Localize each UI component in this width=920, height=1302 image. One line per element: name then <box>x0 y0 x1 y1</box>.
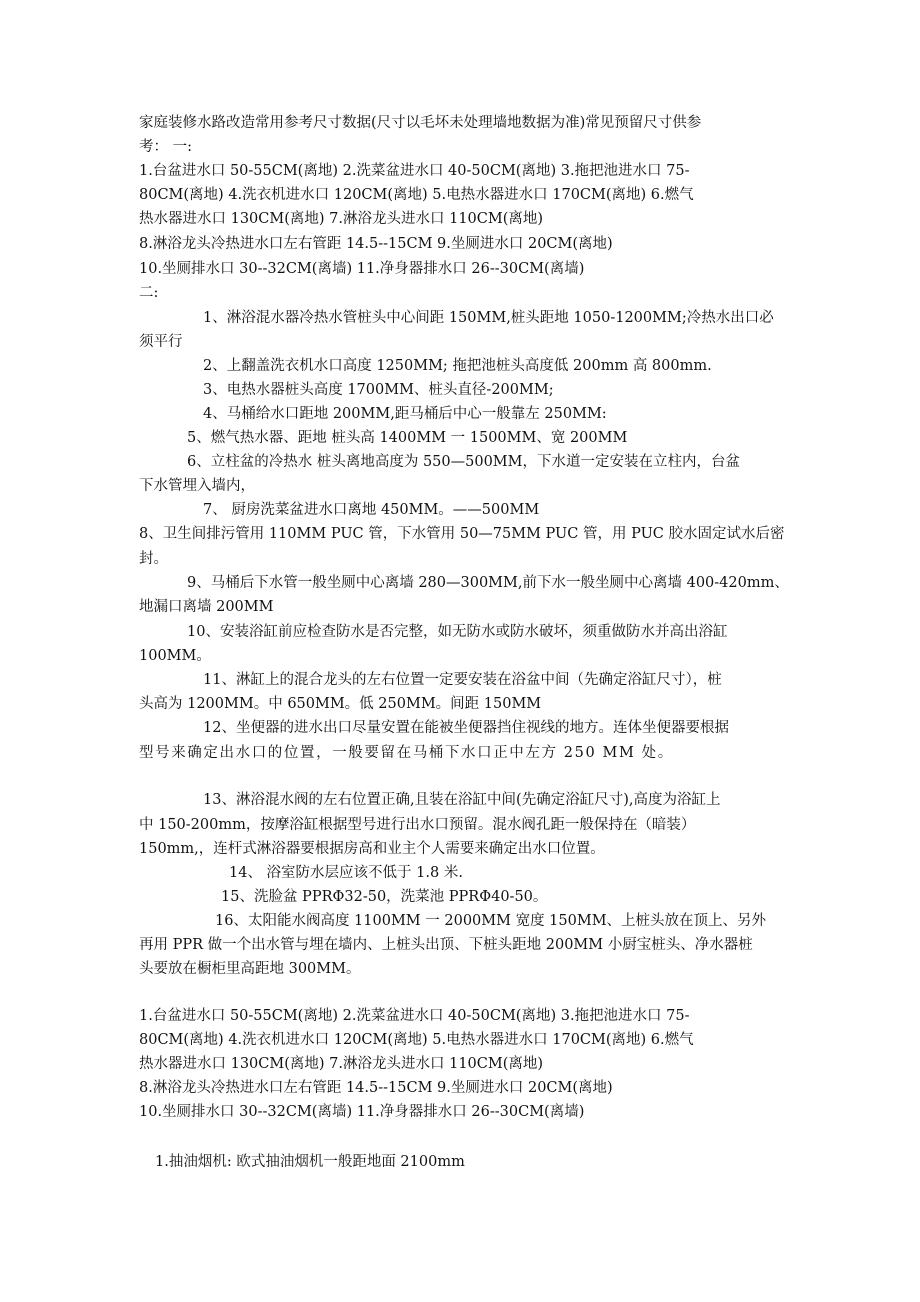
item-3: 3、电热水器桩头高度 1700MM、桩头直径-200MM; <box>203 382 554 398</box>
list-b-line-3: 热水器进水口 130CM(离地) 7.淋浴龙头进水口 110CM(离地) <box>139 1056 544 1072</box>
item-12-line-1: 12、坐便器的进水出口尽量安置在能被坐便器挡住视线的地方。连体坐便器要根据 <box>203 720 729 736</box>
item-14: 14、 浴室防水层应该不低于 1.8 米. <box>229 865 463 881</box>
item-8-line-1: 8、卫生间排污管用 110MM PUC 管，下水管用 50—75MM PUC 管，用 PUC 胶水固定试水后密 <box>139 526 785 542</box>
item-16-line-2: 再用 PPR 做一个出水管与埋在墙内、上桩头出顶、下桩头距地 200MM 小厨宝桩头、净水器桩 <box>139 937 753 953</box>
intro-line-1: 家庭装修水路改造常用参考尺寸数据(尺寸以毛坏未处理墙地数据为准)常见预留尺寸供参 <box>139 115 702 131</box>
item-12-line-2: 型号来确定出水口的位置，一般要留在马桶下水口正中左方 250 MM 处。 <box>139 745 674 761</box>
item-6-line-2: 下水管埋入墙内， <box>139 478 255 494</box>
item-9-line-1: 9、马桶后下水管一般坐厕中心离墙 280—300MM,前下水一般坐厕中心离墙 400-420mm、 <box>187 575 789 591</box>
item-11-line-2: 头高为 1200MM。中 650MM。低 250MM。间距 150MM <box>139 696 542 712</box>
item-11-line-1: 11、淋缸上的混合龙头的左右位置一定要安装在浴盆中间（先确定浴缸尺寸），桩 <box>203 672 722 688</box>
list-a-line-5: 10.坐厕排水口 30--32CM(离墙) 11.净身器排水口 26--30CM(离墙) <box>139 261 585 277</box>
item-8-line-2: 封。 <box>139 551 168 567</box>
item-13-line-2: 中 150-200mm，按摩浴缸根据型号进行出水口预留。混水阀孔距一般保持在（暗装） <box>139 817 696 833</box>
item-10-line-1: 10、安装浴缸前应检查防水是否完整，如无防水或防水破坏，须重做防水并高出浴缸 <box>187 624 728 640</box>
list-a-line-1: 1.台盆进水口 50-55CM(离地) 2.洗菜盆进水口 40-50CM(离地) 3.拖把池进水口 75- <box>139 163 690 179</box>
item-6-line-1: 6、立柱盆的冷热水 桩头离地高度为 550—500MM，下水道一定安装在立柱内，台盆 <box>187 454 740 470</box>
item-13-line-3: 150mm,，连杆式淋浴器要根据房高和业主个人需要来确定出水口位置。 <box>139 841 605 857</box>
item-5: 5、燃气热水器、距地 桩头高 1400MM 一 1500MM、宽 200MM <box>187 430 628 446</box>
list-b-line-1: 1.台盆进水口 50-55CM(离地) 2.洗菜盆进水口 40-50CM(离地) 3.拖把池进水口 75- <box>139 1008 690 1024</box>
range-hood-line: 1.抽油烟机: 欧式抽油烟机一般距地面 2100mm <box>155 1154 465 1170</box>
list-a-line-4: 8.淋浴龙头冷热进水口左右管距 14.5--15CM 9.坐厕进水口 20CM(离地) <box>139 236 613 252</box>
list-b-line-2: 80CM(离地) 4.洗衣机进水口 120CM(离地) 5.电热水器进水口 170CM(离地) 6.燃气 <box>139 1032 694 1048</box>
item-9-line-2: 地漏口离墙 200MM <box>139 599 274 615</box>
item-16-line-1: 16、太阳能水阀高度 1100MM 一 2000MM 宽度 150MM、上桩头放在顶上、另外 <box>215 913 767 929</box>
item-7: 7、 厨房洗菜盆进水口离地 450MM。——500MM <box>203 502 540 518</box>
list-b-line-4: 8.淋浴龙头冷热进水口左右管距 14.5--15CM 9.坐厕进水口 20CM(离地) <box>139 1080 613 1096</box>
item-1-line-1: 1、淋浴混水器冷热水管桩头中心间距 150MM,桩头距地 1050-1200MM;冷热水出口必 <box>203 310 774 326</box>
item-10-line-2: 100MM。 <box>139 648 211 664</box>
section-2-heading: 二: <box>139 285 159 301</box>
item-15: 15、洗脸盆 PPRΦ32-50，洗菜池 PPRΦ40-50。 <box>221 889 548 905</box>
list-a-line-3: 热水器进水口 130CM(离地) 7.淋浴龙头进水口 110CM(离地) <box>139 211 544 227</box>
item-16-line-3: 头要放在橱柜里高距地 300MM。 <box>139 961 361 977</box>
intro-line-2: 考： 一: <box>139 139 192 155</box>
list-a-line-2: 80CM(离地) 4.洗衣机进水口 120CM(离地) 5.电热水器进水口 170CM(离地) 6.燃气 <box>139 187 694 203</box>
item-13-line-1: 13、淋浴混水阀的左右位置正确,且装在浴缸中间(先确定浴缸尺寸),高度为浴缸上 <box>203 792 721 808</box>
item-4: 4、马桶给水口距地 200MM,距马桶后中心一般靠左 250MM: <box>203 406 607 422</box>
list-b-line-5: 10.坐厕排水口 30--32CM(离墙) 11.净身器排水口 26--30CM(离墙) <box>139 1104 585 1120</box>
item-1-line-2: 须平行 <box>139 334 183 350</box>
item-2: 2、上翻盖洗衣机水口高度 1250MM; 拖把池桩头高度低 200mm 高 800mm. <box>203 358 712 374</box>
